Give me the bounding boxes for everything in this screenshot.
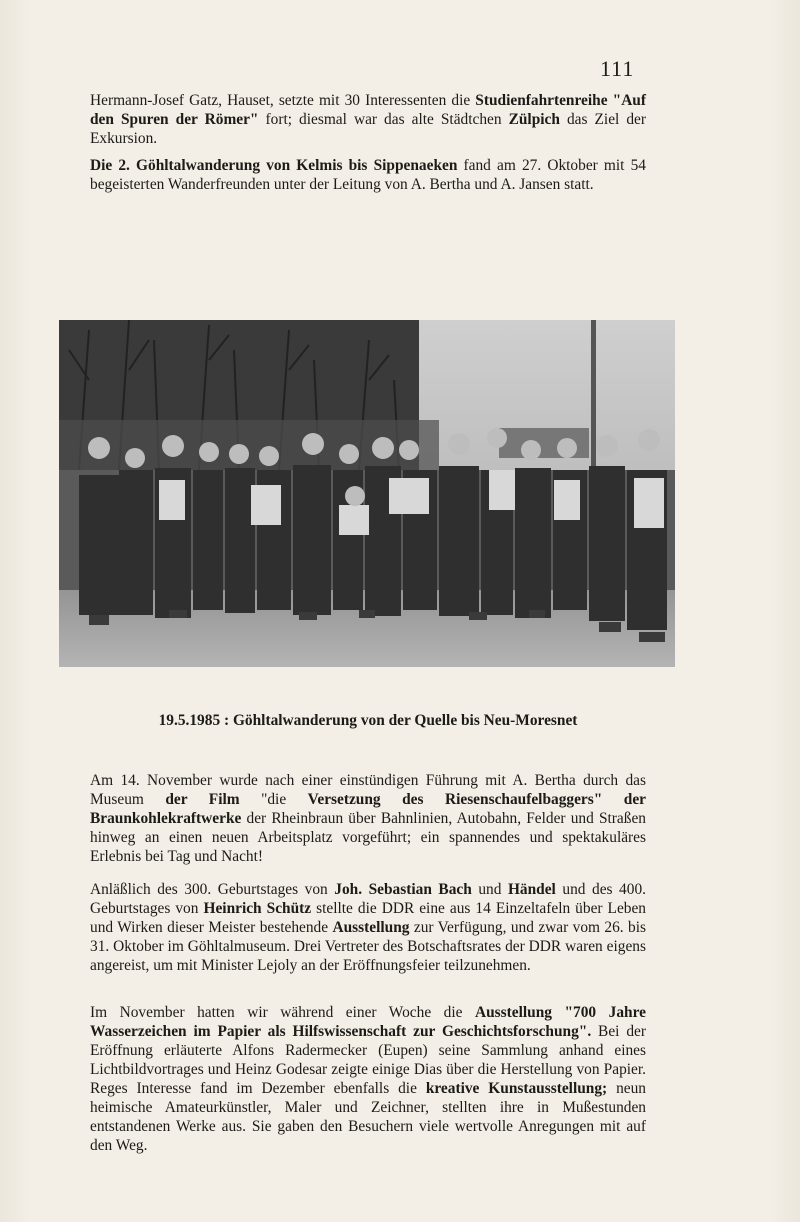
bold-span: der Film xyxy=(165,791,240,808)
paragraph-goehltal-hike xyxy=(90,156,646,194)
paragraph-study-trip xyxy=(90,91,646,148)
text-span: Bei der Eröffnung erläuterte Alfons Radermecker (Eupen) seine Sammlung anhand eines Lichtbildvortrages und Heinz Godesar zeigte einige Dias über die Herstellung von Papier. Reges Interesse fand im Dezember ebenfalls die xyxy=(90,1023,646,1097)
text-span: stellte die DDR eine aus 14 Einzeltafeln über Leben und Wirken dieser Meister bestehende xyxy=(90,900,647,936)
text-span: Im November hatten wir während einer Woche die xyxy=(90,1004,475,1021)
text-span: der Rheinbraun über Bahnlinien, Autobahn, Felder und Straßen hinweg an einen neuen Arbeitsplatz vorgeführt; ein spannendes und spektakuläres Erlebnis bei Tag und Nacht! xyxy=(90,810,646,865)
text-span: fand am 27. Oktober mit 54 begeisterten Wanderfreunden unter der Leitung von A. Bertha und A. Jansen statt. xyxy=(90,157,646,193)
text-span: das Ziel der Exkursion. xyxy=(90,111,646,147)
paragraph-watermark-exhibition xyxy=(90,1003,646,1155)
text-span: zur Verfügung, und zwar vom 26. bis 31. Oktober im Göhltalmuseum. Drei Vertreter des Botschaftsrates der DDR waren eigens angereist, um mit Minister Lejoly an der Eröffnungsfeier teilzunehmen. xyxy=(90,919,647,974)
text-span: und xyxy=(471,881,508,898)
bold-span: Studienfahrtenreihe "Auf den Spuren der Römer" xyxy=(90,92,646,128)
bold-span: Die 2. Göhltalwanderung von Kelmis bis Sippenaeken xyxy=(90,157,458,174)
text-span: fort; diesmal war das alte Städtchen xyxy=(258,111,509,128)
text-span: Hermann-Josef Gatz, Hauset, setzte mit 30 Interessenten die xyxy=(90,92,476,109)
photo-caption: 19.5.1985 : Göhltalwanderung von der Quelle bis Neu-Moresnet xyxy=(158,712,578,729)
group-photo xyxy=(59,320,675,667)
group-photo-image xyxy=(59,320,675,667)
text-span: "die xyxy=(239,791,308,808)
bold-span: Ausstellung "700 Jahre Wasserzeichen im Papier als Hilfswissenschaft zur Geschichtsforschung". xyxy=(90,1004,646,1040)
paragraph-film xyxy=(90,771,646,866)
text-span: und des 400. Geburtstages von xyxy=(90,881,646,917)
text-span: neun heimische Amateurkünstler, Maler und Zeichner, stellten ihre in Mußestunden entstandenen Werke aus. Sie gaben den Besuchern viele wertvolle Anregungen mit auf den Weg. xyxy=(90,1080,646,1154)
bold-span: Zülpich xyxy=(508,111,560,128)
text-span: Am 14. November wurde nach einer einstündigen Führung mit A. Bertha durch das Museum xyxy=(90,772,646,808)
bold-span: Heinrich Schütz xyxy=(203,900,312,917)
bold-span: kreative Kunstausstellung; xyxy=(425,1080,608,1097)
text-span: Anläßlich des 300. Geburtstages von xyxy=(90,881,335,898)
bold-span: Versetzung des Riesenschaufelbaggers" der Braunkohlekraftwerke xyxy=(90,791,646,827)
bold-span: Joh. Sebastian Bach xyxy=(334,881,472,898)
bold-span: Ausstellung xyxy=(332,919,410,936)
bold-span: Händel xyxy=(507,881,556,898)
page-number: 111 xyxy=(600,56,635,81)
paragraph-bach-exhibition xyxy=(90,880,646,975)
